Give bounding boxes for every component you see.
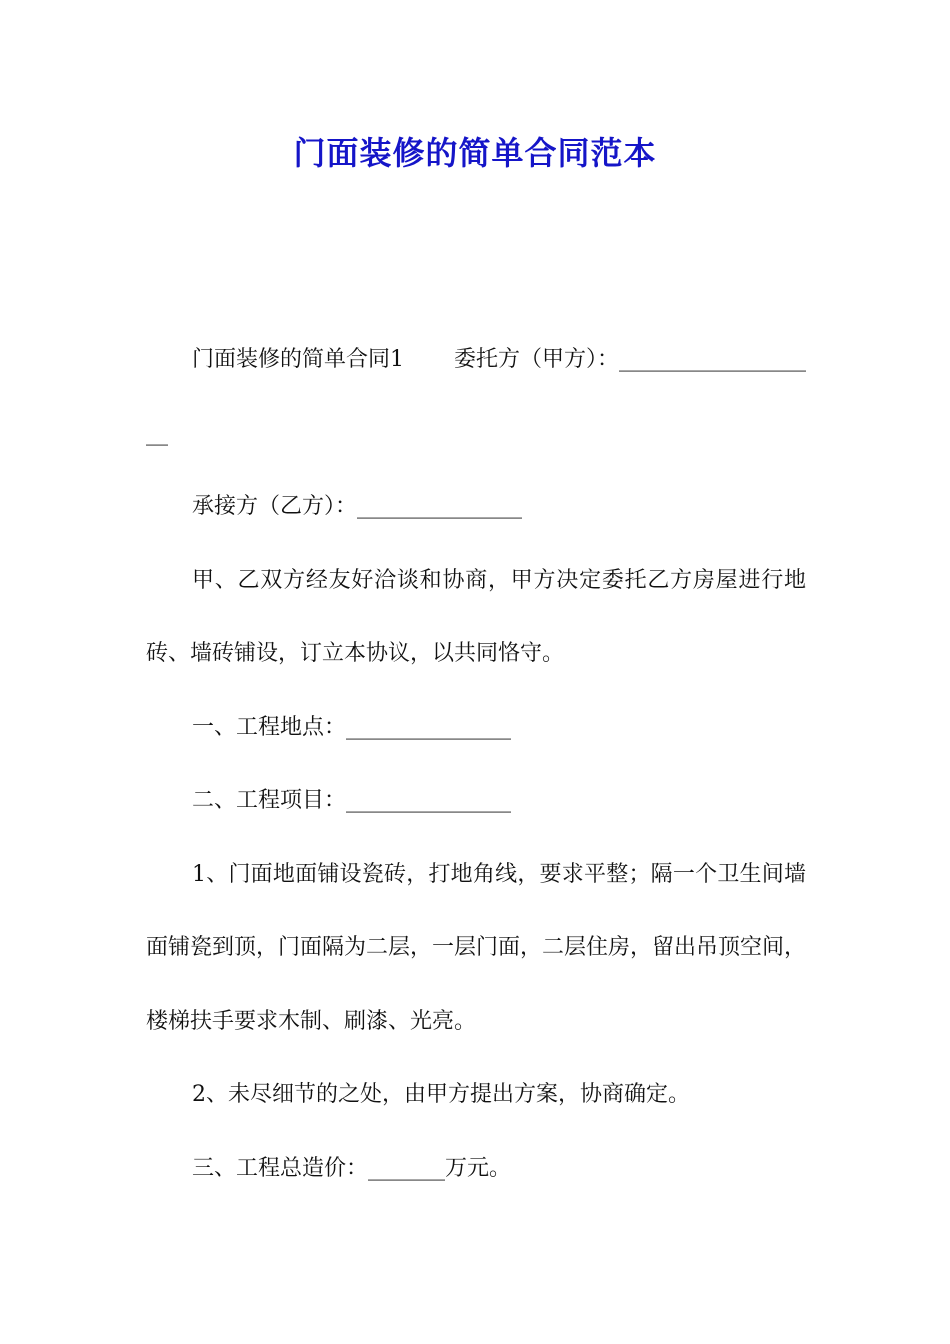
party-a-line: 委托方（甲方）：_______________ [454, 347, 785, 372]
contract-heading: 门面装修的简单合同1 [192, 347, 404, 372]
document-title: 门面装修的简单合同范本 [293, 134, 657, 172]
paragraph-agreement: 甲、乙双方经友好洽谈和协商，甲方决定委托乙方房屋进行地砖、墙砖铺设，订立本协议，以共同恪守。 [146, 567, 806, 666]
paragraph-total-cost: 三、工程总造价：_______万元。 [192, 1155, 512, 1181]
paragraph-project-items: 二、工程项目：_______________ [192, 788, 512, 813]
paragraph-item-1: 1、门面地面铺设瓷砖，打地角线，要求平整；隔一个卫生间墙面铺瓷到顶，门面隔为二层，一层门面，二层住房，留出吊顶空间，楼梯扶手要求木制、刷漆、光亮。 [146, 861, 807, 1034]
paragraph-project-location: 一、工程地点：_______________ [192, 714, 512, 740]
document-body [146, 323, 806, 1205]
paragraph-contract-intro: 门面装修的简单合同1 委托方（甲方）：___________________ [146, 347, 807, 446]
paragraph-item-2: 2、未尽细节的之处，由甲方提出方案，协商确定。 [192, 1082, 690, 1107]
paragraph-party-b: 承接方（乙方）：_______________ [192, 494, 523, 519]
